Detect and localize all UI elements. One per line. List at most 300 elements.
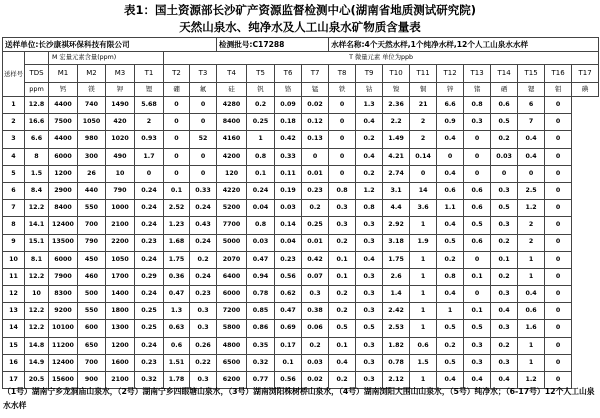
table-cell: 0.02	[302, 97, 329, 114]
table-cell: 1.7	[135, 148, 164, 165]
table-cell: 0.4	[329, 354, 356, 371]
table-cell: 0.6	[491, 97, 518, 114]
element-name-header: 铁	[329, 83, 356, 97]
table-cell: 0	[164, 148, 190, 165]
table-cell: 0	[545, 200, 572, 217]
table-cell: 0.3	[464, 354, 491, 371]
table-cell: 0.1	[464, 268, 491, 285]
table-cell: 0	[329, 148, 356, 165]
table-cell: 600	[78, 320, 106, 337]
table-cell: 0.2	[329, 286, 356, 303]
table-cell: 2070	[217, 251, 247, 268]
table-cell: 3.6	[410, 200, 437, 217]
table-cell: 4400	[49, 131, 78, 148]
table-cell: 26	[78, 165, 106, 182]
table-cell: 4280	[217, 97, 247, 114]
table-row	[3, 286, 599, 303]
table-cell: 0.09	[275, 97, 302, 114]
table-cell: 1490	[106, 97, 135, 114]
element-name-header: 锂	[135, 83, 164, 97]
table-cell: 0	[464, 131, 491, 148]
table-cell: 1.4	[383, 286, 410, 303]
table-cell: 0.25	[247, 114, 275, 131]
table-cell: 8400	[49, 200, 78, 217]
table-cell: 2.5	[518, 182, 545, 199]
table-cell: 0.18	[275, 114, 302, 131]
table-cell: 1	[518, 268, 545, 285]
table-cell: 2.36	[383, 97, 410, 114]
element-code-header: T13	[464, 65, 491, 83]
element-code-header: T9	[356, 65, 383, 83]
table-cell: 12400	[49, 217, 78, 234]
table-cell: 0.25	[302, 217, 329, 234]
table-cell: 0.78	[383, 354, 410, 371]
table-cell: 0.86	[247, 320, 275, 337]
table-cell: 10	[25, 286, 49, 303]
table-cell: 0.4	[437, 131, 464, 148]
table-cell: 0.5	[464, 320, 491, 337]
table-cell: 0.5	[491, 200, 518, 217]
table-cell: 0.8	[329, 182, 356, 199]
table-cell: 0.26	[190, 337, 217, 354]
element-name-header: 硒	[491, 83, 518, 97]
element-code-header: T8	[329, 65, 356, 83]
table-cell: 0	[164, 131, 190, 148]
element-code-header: T17	[572, 65, 599, 83]
table-cell: 420	[106, 114, 135, 131]
element-code-header: T7	[302, 65, 329, 83]
table-cell: 0.78	[247, 286, 275, 303]
table-cell: 1.3	[356, 97, 383, 114]
table-cell: 0.2	[491, 337, 518, 354]
table-cell: 12400	[49, 354, 78, 371]
table-cell: 0.17	[275, 337, 302, 354]
element-code-header: T12	[437, 65, 464, 83]
table-cell: 0.3	[356, 268, 383, 285]
table-cell: 0	[135, 165, 164, 182]
table-cell: 0.3	[356, 372, 383, 389]
sample-id: 16	[3, 354, 25, 371]
table-cell: 1.49	[383, 131, 410, 148]
table-cell: 0.24	[135, 217, 164, 234]
table-cell: 6	[518, 97, 545, 114]
table-cell: 7500	[49, 114, 78, 131]
sample-id: 8	[3, 217, 25, 234]
table-cell: 1600	[106, 354, 135, 371]
table-cell: 120	[217, 165, 247, 182]
table-row	[3, 320, 599, 337]
table-cell: 7	[518, 114, 545, 131]
table-cell: 1	[410, 268, 437, 285]
element-name-header: 锗	[464, 83, 491, 97]
table-cell: 1000	[106, 200, 135, 217]
table-cell: 0	[464, 286, 491, 303]
table-cell: 0.22	[190, 354, 217, 371]
table-cell: 0.2	[302, 337, 329, 354]
table-cell: 1	[410, 251, 437, 268]
table-cell: 0.8	[464, 97, 491, 114]
tds-spacer	[25, 52, 49, 65]
table-cell: 21	[410, 97, 437, 114]
element-name-header: 氟	[190, 83, 217, 97]
table-cell: 0.6	[164, 337, 190, 354]
table-cell: 2100	[106, 217, 135, 234]
element-code-header: M2	[78, 65, 106, 83]
table-cell: 1.68	[164, 234, 190, 251]
table-cell: 1.1	[437, 200, 464, 217]
table-cell: 2.6	[383, 268, 410, 285]
table-cell: 1	[410, 320, 437, 337]
table-cell: 0.33	[190, 182, 217, 199]
table-row	[3, 354, 599, 371]
table-cell: 1	[518, 251, 545, 268]
element-code-header: T16	[545, 65, 572, 83]
table-cell: 0.4	[518, 131, 545, 148]
table-cell: 9200	[49, 303, 78, 320]
table-cell: 0.4	[437, 286, 464, 303]
table-cell: 0.3	[356, 354, 383, 371]
table-cell: 15.1	[25, 234, 49, 251]
table-cell: 10100	[49, 320, 78, 337]
table-cell: 1800	[106, 303, 135, 320]
table-cell: 11200	[49, 337, 78, 354]
table-cell: 6000	[49, 148, 78, 165]
table-cell: 12.2	[25, 200, 49, 217]
sample-id: 13	[3, 303, 25, 320]
table-cell: 3.18	[383, 234, 410, 251]
table-cell: 0.19	[275, 182, 302, 199]
sample-id: 5	[3, 165, 25, 182]
sample-id: 12	[3, 286, 25, 303]
table-cell: 0.69	[275, 320, 302, 337]
table-cell: 0.02	[302, 372, 329, 389]
table-cell: 0.04	[247, 200, 275, 217]
table-cell: 0.2	[329, 303, 356, 320]
table-cell: 0.2	[302, 200, 329, 217]
element-code-header: M1	[49, 65, 78, 83]
table-cell: 0.4	[356, 114, 383, 131]
table-cell: 0.3	[491, 217, 518, 234]
table-cell: 0.23	[302, 182, 329, 199]
table-cell: 0	[329, 165, 356, 182]
table-cell: 2.53	[383, 320, 410, 337]
table-row	[3, 148, 599, 165]
table-cell: 0	[545, 234, 572, 251]
table-cell: 0.4	[437, 217, 464, 234]
element-name-header: 钙	[49, 83, 78, 97]
table-cell: 1	[518, 354, 545, 371]
table-cell: 0.2	[356, 131, 383, 148]
table-cell: 7200	[217, 303, 247, 320]
table-cell: 0.9	[437, 114, 464, 131]
table-cell: 550	[78, 303, 106, 320]
table-cell: 1.82	[383, 337, 410, 354]
table-cell: 0.6	[464, 234, 491, 251]
table-cell: 500	[78, 286, 106, 303]
table-cell: 2.92	[383, 217, 410, 234]
table-cell: 2	[518, 217, 545, 234]
table-cell: 0.23	[135, 234, 164, 251]
table-cell: 3.1	[383, 182, 410, 199]
element-code-header: T4	[217, 65, 247, 83]
table-cell: 0	[437, 148, 464, 165]
table-cell: 0	[545, 217, 572, 234]
table-cell: 1050	[106, 251, 135, 268]
sample-id: 15	[3, 337, 25, 354]
table-cell: 1.5	[25, 165, 49, 182]
table-cell: 1200	[49, 165, 78, 182]
sample-id: 1	[3, 97, 25, 114]
element-code-header: T15	[518, 65, 545, 83]
table-cell: 1.75	[164, 251, 190, 268]
table-cell: 1.2	[518, 372, 545, 389]
table-cell: 0.4	[518, 286, 545, 303]
table-cell: 0.2	[491, 234, 518, 251]
table-cell: 14.1	[25, 217, 49, 234]
table-cell: 0.23	[275, 251, 302, 268]
serial-header: 送样号	[3, 52, 25, 97]
table-cell: 0	[164, 165, 190, 182]
table-cell: 1.2	[518, 200, 545, 217]
table-cell: 0.47	[247, 251, 275, 268]
table-cell: 0.4	[518, 148, 545, 165]
table-row	[3, 114, 599, 131]
table-cell: 0.03	[275, 200, 302, 217]
table-cell: 0.25	[135, 303, 164, 320]
sample-id: 2	[3, 114, 25, 131]
sample-id: 7	[3, 200, 25, 217]
table-cell: 740	[78, 97, 106, 114]
table-cell: 0	[545, 148, 572, 165]
report-title: 表1：国土资源部长沙矿产资源监督检测中心(湖南省地质测试研究院)	[123, 3, 476, 17]
table-cell: 0.3	[356, 303, 383, 320]
table-cell: 1	[410, 217, 437, 234]
table-cell: 0	[545, 303, 572, 320]
table-cell: 0.35	[247, 337, 275, 354]
table-cell: 0.2	[491, 268, 518, 285]
table-cell: 1.75	[383, 251, 410, 268]
table-cell: 0.01	[302, 165, 329, 182]
table-cell: 0.24	[135, 337, 164, 354]
table-cell: 700	[78, 354, 106, 371]
table-cell: 6.6	[437, 97, 464, 114]
table-cell: 7700	[217, 217, 247, 234]
element-name-header: 铜	[410, 83, 437, 97]
table-cell: 0.2	[190, 251, 217, 268]
table-cell: 0	[545, 97, 572, 114]
table-cell: 0	[518, 165, 545, 182]
table-cell: 0	[164, 114, 190, 131]
element-code-header: T6	[275, 65, 302, 83]
sample-id: 9	[3, 234, 25, 251]
table-cell: 1.3	[164, 303, 190, 320]
table-cell: 10	[106, 165, 135, 182]
table-cell: 0.38	[302, 303, 329, 320]
table-cell: 14.9	[25, 354, 49, 371]
table-cell: 0	[190, 165, 217, 182]
table-cell: 0.24	[135, 251, 164, 268]
table-cell: 0.6	[464, 200, 491, 217]
table-cell: 0.1	[329, 268, 356, 285]
table-cell: 2900	[49, 182, 78, 199]
table-cell: 15600	[49, 372, 78, 389]
codes-row	[3, 65, 599, 83]
element-code-header: T3	[190, 65, 217, 83]
table-cell: 0.3	[329, 217, 356, 234]
table-cell: 0.43	[190, 217, 217, 234]
table-cell: 20.5	[25, 372, 49, 389]
table-cell: 0.3	[491, 354, 518, 371]
table-cell: 1.2	[356, 182, 383, 199]
table-cell: 0.42	[302, 251, 329, 268]
table-cell: 0.2	[247, 97, 275, 114]
table-cell: 8.4	[25, 182, 49, 199]
tds-header: TDS	[25, 65, 49, 83]
table-row	[3, 303, 599, 320]
element-name-header: 硼	[164, 83, 190, 97]
table-cell: 0.5	[437, 354, 464, 371]
table-cell: 0.56	[275, 372, 302, 389]
table-cell: 0	[190, 114, 217, 131]
table-cell: 0.8	[247, 217, 275, 234]
table-cell: 8300	[49, 286, 78, 303]
table-cell: 0	[329, 97, 356, 114]
sample-id: 17	[3, 372, 25, 389]
table-cell: 8.1	[25, 251, 49, 268]
table-cell: 0.12	[302, 114, 329, 131]
table-cell: 2200	[106, 234, 135, 251]
table-cell: 0.1	[329, 337, 356, 354]
table-cell: 0.06	[302, 320, 329, 337]
table-cell: 0	[545, 320, 572, 337]
element-name-header: 锶	[518, 83, 545, 97]
table-cell: 0.4	[437, 372, 464, 389]
table-cell: 0.3	[491, 286, 518, 303]
element-name-header: 钴	[356, 83, 383, 97]
table-cell: 12.2	[25, 320, 49, 337]
table-cell: 0.6	[437, 182, 464, 199]
tds-unit: ppm	[25, 83, 49, 97]
element-name-header: 硅	[217, 83, 247, 97]
table-cell: 700	[78, 217, 106, 234]
element-code-header: T10	[383, 65, 410, 83]
table-cell: 0	[190, 97, 217, 114]
mineral-content-table	[2, 37, 599, 389]
table-cell: 0.23	[135, 354, 164, 371]
table-cell: 0.04	[275, 234, 302, 251]
table-cell: 0	[545, 372, 572, 389]
table-cell: 0.6	[518, 303, 545, 320]
table-cell: 0.29	[135, 268, 164, 285]
table-cell: 0.3	[464, 337, 491, 354]
table-cell: 4200	[217, 148, 247, 165]
element-code-header: T1	[135, 65, 164, 83]
table-row	[3, 200, 599, 217]
element-code-header: T11	[410, 65, 437, 83]
sample-id: 11	[3, 268, 25, 285]
table-cell: 0.5	[329, 320, 356, 337]
table-row	[3, 97, 599, 114]
table-cell: 0.3	[356, 234, 383, 251]
table-cell: 0.24	[190, 268, 217, 285]
table-cell: 1300	[106, 320, 135, 337]
table-row	[3, 131, 599, 148]
table-cell: 2	[135, 114, 164, 131]
table-cell: 0.3	[356, 337, 383, 354]
table-cell: 5800	[217, 320, 247, 337]
table-cell: 0.47	[164, 286, 190, 303]
table-cell: 1	[437, 303, 464, 320]
table-cell: 0.1	[247, 165, 275, 182]
table-cell: 0.4	[356, 251, 383, 268]
element-name-header: 镁	[78, 83, 106, 97]
table-row	[3, 234, 599, 251]
element-name-header: 镍	[383, 83, 410, 97]
sample-notes: （1号）湖南宁乡龙洞庙山泉水，（2号）湖南宁乡四眼塘山泉水，（3号）湖南浏阳株树桥山泉水，（4号）湖南浏阳大围山山泉水，（5号）纯净水；（6-17号）12个人工山泉水水样	[3, 387, 595, 410]
table-cell: 0.3	[491, 320, 518, 337]
table-cell: 0.24	[190, 234, 217, 251]
element-name-header: 碘	[572, 83, 599, 97]
table-cell: 1400	[106, 286, 135, 303]
table-cell: 2.42	[383, 303, 410, 320]
table-cell: 0	[545, 182, 572, 199]
table-cell: 12.8	[25, 97, 49, 114]
table-cell: 0.93	[135, 131, 164, 148]
table-cell: 14.8	[25, 337, 49, 354]
table-cell: 8	[25, 148, 49, 165]
table-cell: 0.6	[410, 337, 437, 354]
table-cell: 0.24	[190, 200, 217, 217]
table-cell: 0	[464, 165, 491, 182]
sample-id: 6	[3, 182, 25, 199]
table-cell: 790	[106, 182, 135, 199]
table-cell: 12.2	[25, 303, 49, 320]
table-cell: 0.14	[275, 217, 302, 234]
trace-unit-label: T 微量元素 单位为ppb	[164, 52, 599, 65]
table-cell: 0.4	[491, 372, 518, 389]
table-cell: 450	[78, 251, 106, 268]
table-cell: 2	[518, 234, 545, 251]
table-cell: 0.03	[302, 354, 329, 371]
table-cell: 0.77	[247, 372, 275, 389]
table-cell: 0.5	[437, 320, 464, 337]
table-cell: 0.3	[491, 182, 518, 199]
element-name-header: 钾	[106, 83, 135, 97]
table-cell: 900	[78, 372, 106, 389]
table-cell: 6200	[217, 372, 247, 389]
table-cell: 0.32	[247, 354, 275, 371]
table-cell: 1200	[106, 337, 135, 354]
table-cell: 0.07	[302, 268, 329, 285]
table-cell: 0.63	[164, 320, 190, 337]
table-cell: 0.85	[247, 303, 275, 320]
table-cell: 14	[410, 182, 437, 199]
element-code-header: T5	[247, 65, 275, 83]
table-cell: 0	[491, 165, 518, 182]
table-cell: 0	[410, 165, 437, 182]
table-row	[3, 251, 599, 268]
table-cell: 0.3	[464, 114, 491, 131]
table-cell: 0	[190, 148, 217, 165]
table-cell: 6000	[217, 286, 247, 303]
table-cell: 440	[78, 182, 106, 199]
table-cell: 2100	[106, 372, 135, 389]
table-cell: 490	[106, 148, 135, 165]
table-cell: 1.78	[164, 372, 190, 389]
table-cell: 6.6	[25, 131, 49, 148]
table-cell: 1050	[78, 114, 106, 131]
sample-id: 4	[3, 148, 25, 165]
